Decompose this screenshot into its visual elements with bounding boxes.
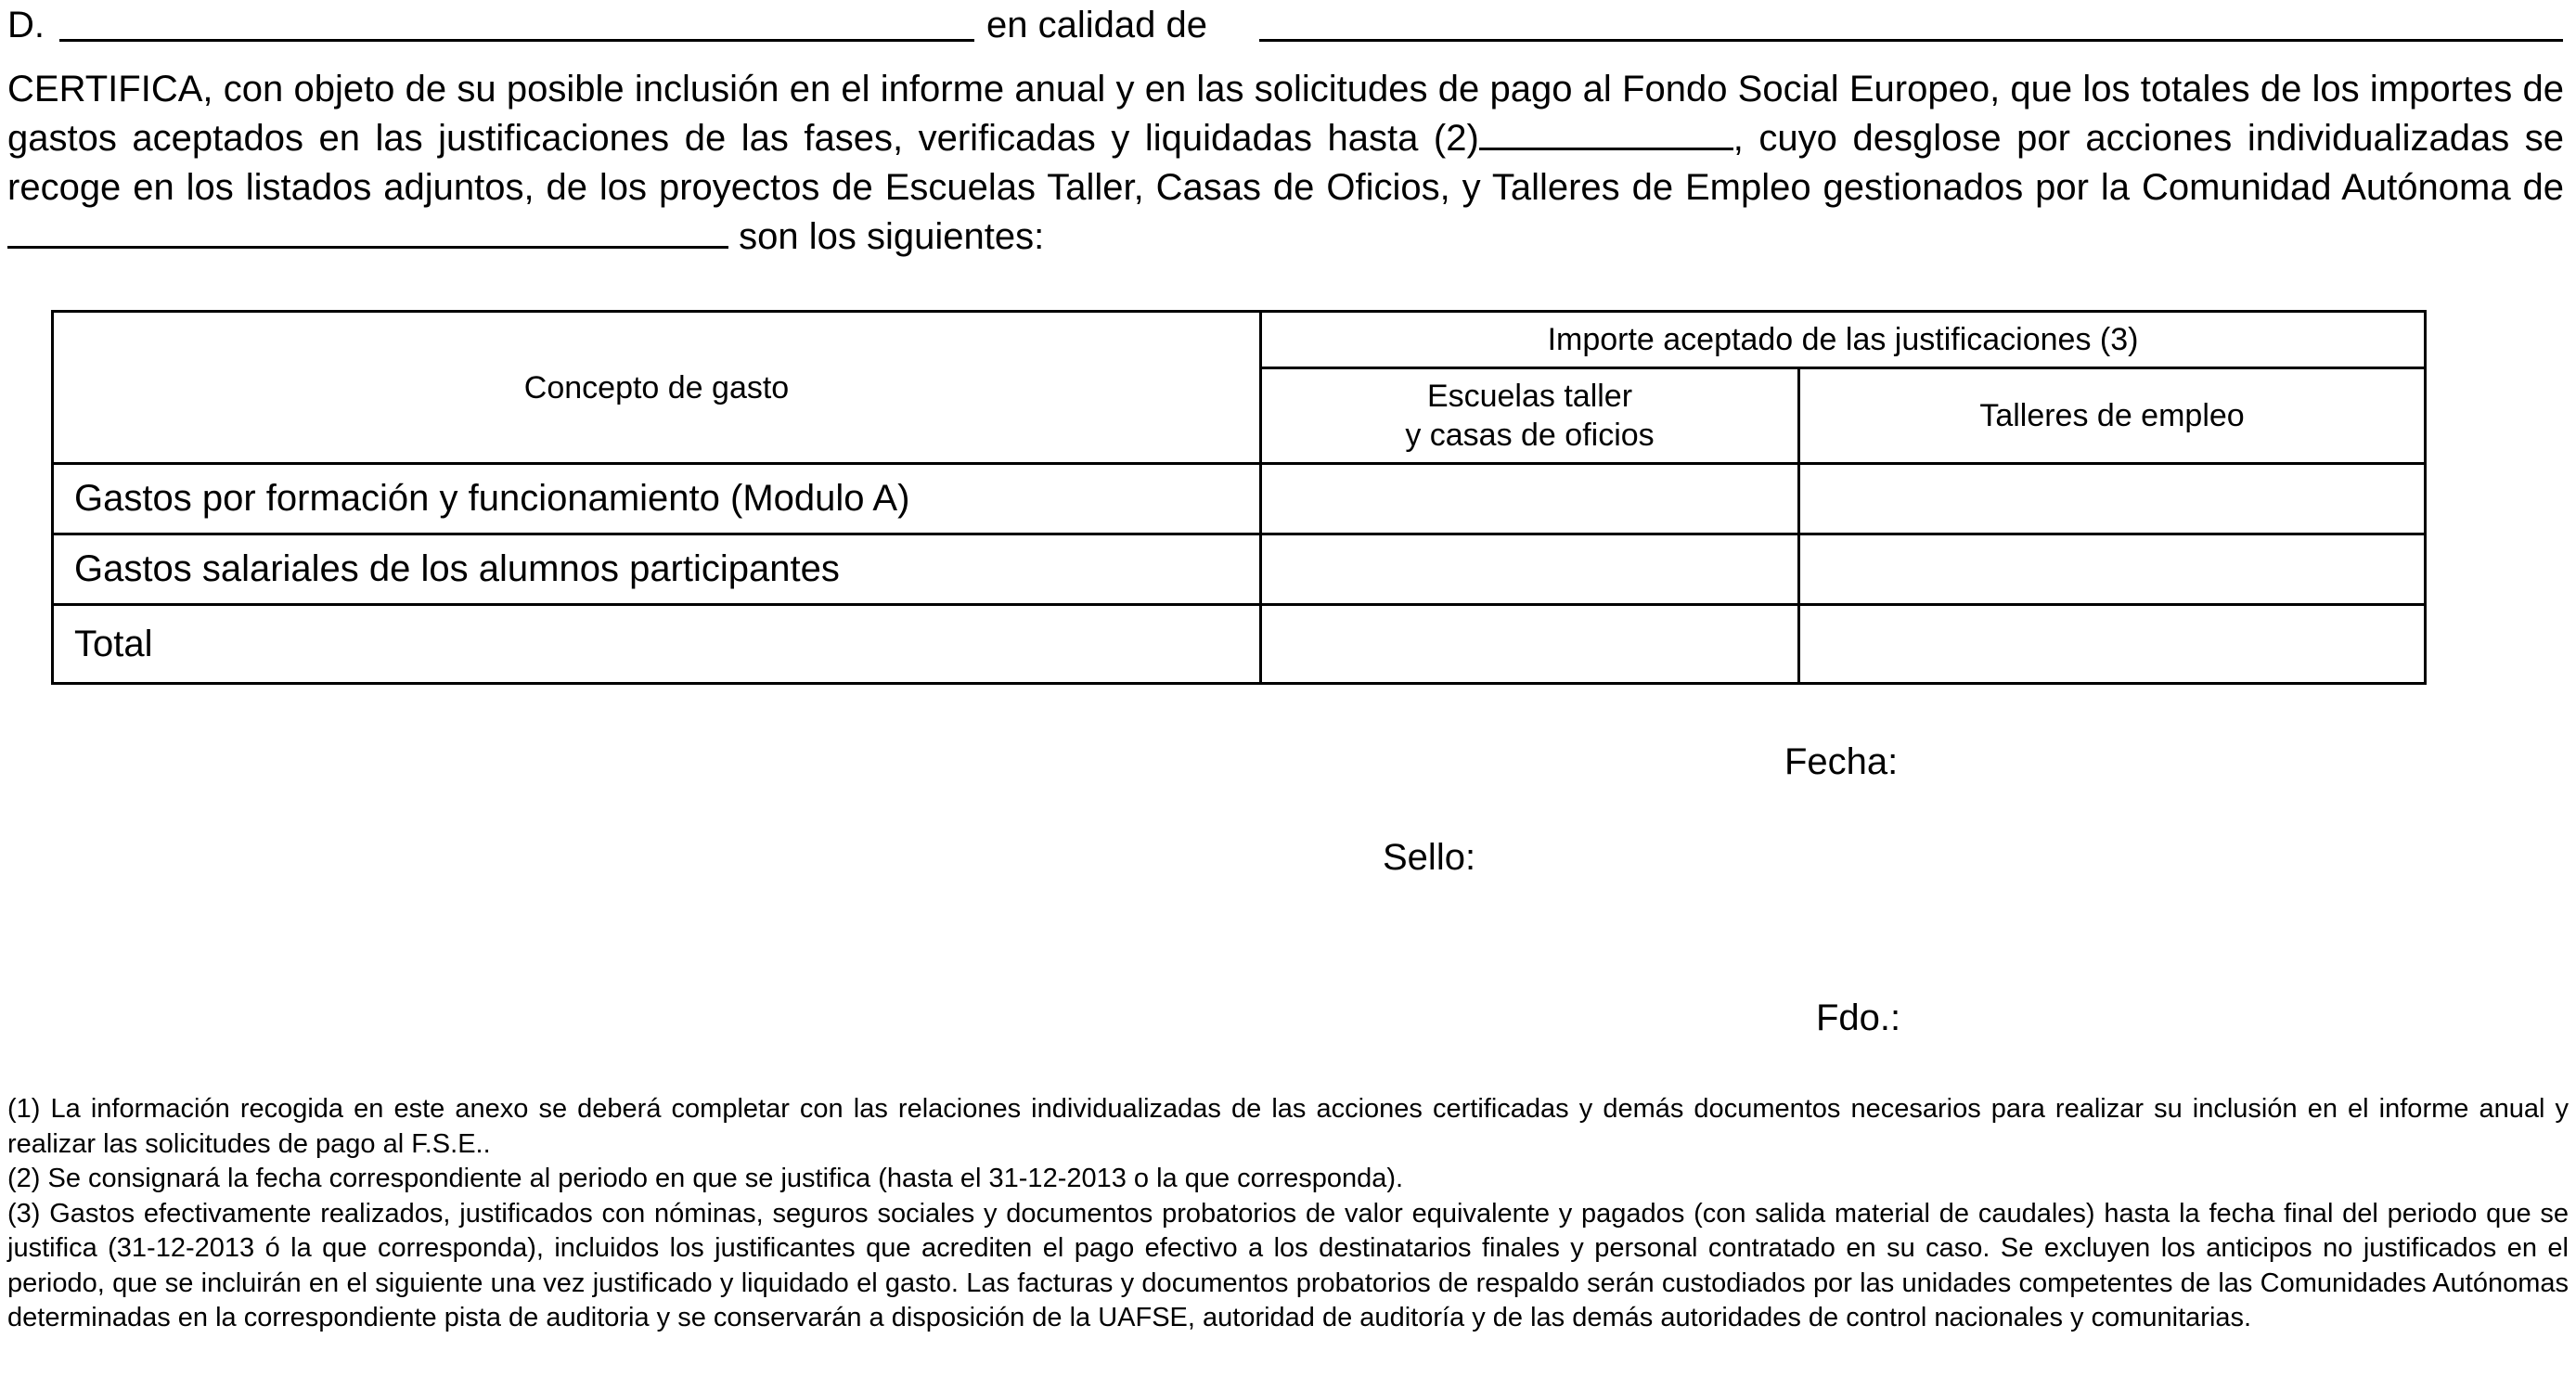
footnote-3: (3) Gastos efectivamente realizados, justificados con nóminas, seguros sociales y documentos probatorios de valor equivalente y pagados (con salida material de caudales) hasta la fecha final del periodo que se justifica (31-12-2013 ó la que corresponda), incluidos los justificantes que acrediten el pago efectivo a los destinatarios finales y personal contratado en su caso. Se excluyen los anticipos no justificados en el periodo, que se incluirán en el siguiente una vez justificado y liquidado el gasto. Las facturas y documentos probatorios de respaldo serán custodiados por las unidades competentes de las Comunidades Autónomas determinadas en la correspondiente pista de auditoria y se conservarán a disposición de la UAFSE, autoridad de auditoría y de las demás autoridades de control nacionales y comunitarias. — [7, 1198, 2569, 1332]
certifica-paragraph — [7, 65, 2564, 262]
table-row — [53, 464, 2426, 534]
talleres-cell[interactable] — [1799, 605, 2426, 684]
footnotes — [7, 1092, 2569, 1336]
comunidad-field[interactable] — [7, 212, 728, 249]
fecha-label: Fecha: — [1784, 741, 1899, 782]
expense-table — [51, 310, 2427, 685]
footnote-1: (1) La información recogida en este anexo se deberá completar con las relaciones individualizadas de las acciones certificadas y demás documentos necesarios para realizar su inclusión en el informe anual y realizar las solicitudes de pago al F.S.E.. — [7, 1094, 2569, 1159]
escuelas-cell[interactable] — [1261, 605, 1799, 684]
role-field[interactable] — [1259, 39, 2563, 42]
escuelas-header-line2: y casas de oficios — [1405, 418, 1655, 453]
certifica-text-3: son los siguientes: — [728, 216, 1045, 257]
table-row — [53, 534, 2426, 605]
row-label: Total — [53, 605, 1261, 684]
importe-header: Importe aceptado de las justificaciones (3) — [1261, 312, 2426, 368]
name-field[interactable] — [59, 39, 974, 42]
escuelas-header — [1261, 368, 1799, 464]
row-label: Gastos por formación y funcionamiento (Modulo A) — [53, 464, 1261, 534]
escuelas-cell[interactable] — [1261, 534, 1799, 605]
certifica-text-2: , cuyo desglose por acciones individualizadas se recoge en los listados adjuntos, de los proyectos de Escuelas Taller, Casas de Oficios, y Talleres de Empleo gestionados por la Comunidad Autónoma de — [7, 118, 2565, 208]
talleres-header: Talleres de empleo — [1799, 368, 2426, 464]
fdo-label: Fdo.: — [1816, 997, 1901, 1038]
certifica-text-1: CERTIFICA, con objeto de su posible inclusión en el informe anual y en las solicitudes de pago al Fondo Social Europeo, que los totales de los importes de gastos aceptados en las justificaciones de las fases, verificadas y liquidadas hasta (2) — [7, 69, 2564, 159]
talleres-cell[interactable] — [1799, 534, 2426, 605]
d-label: D. — [7, 5, 45, 45]
sello-label: Sello: — [1383, 837, 1476, 878]
footnote-2: (2) Se consignará la fecha correspondiente al periodo en que se justifica (hasta el 31-12-2013 o la que corresponda). — [7, 1164, 1404, 1193]
date-field[interactable] — [1479, 114, 1733, 150]
escuelas-header-line1: Escuelas taller — [1426, 379, 1633, 414]
table-row — [53, 605, 2426, 684]
row-label: Gastos salariales de los alumnos participantes — [53, 534, 1261, 605]
talleres-cell[interactable] — [1799, 464, 2426, 534]
concepto-header: Concepto de gasto — [53, 312, 1261, 464]
calidad-label: en calidad de — [986, 5, 1207, 45]
escuelas-cell[interactable] — [1261, 464, 1799, 534]
